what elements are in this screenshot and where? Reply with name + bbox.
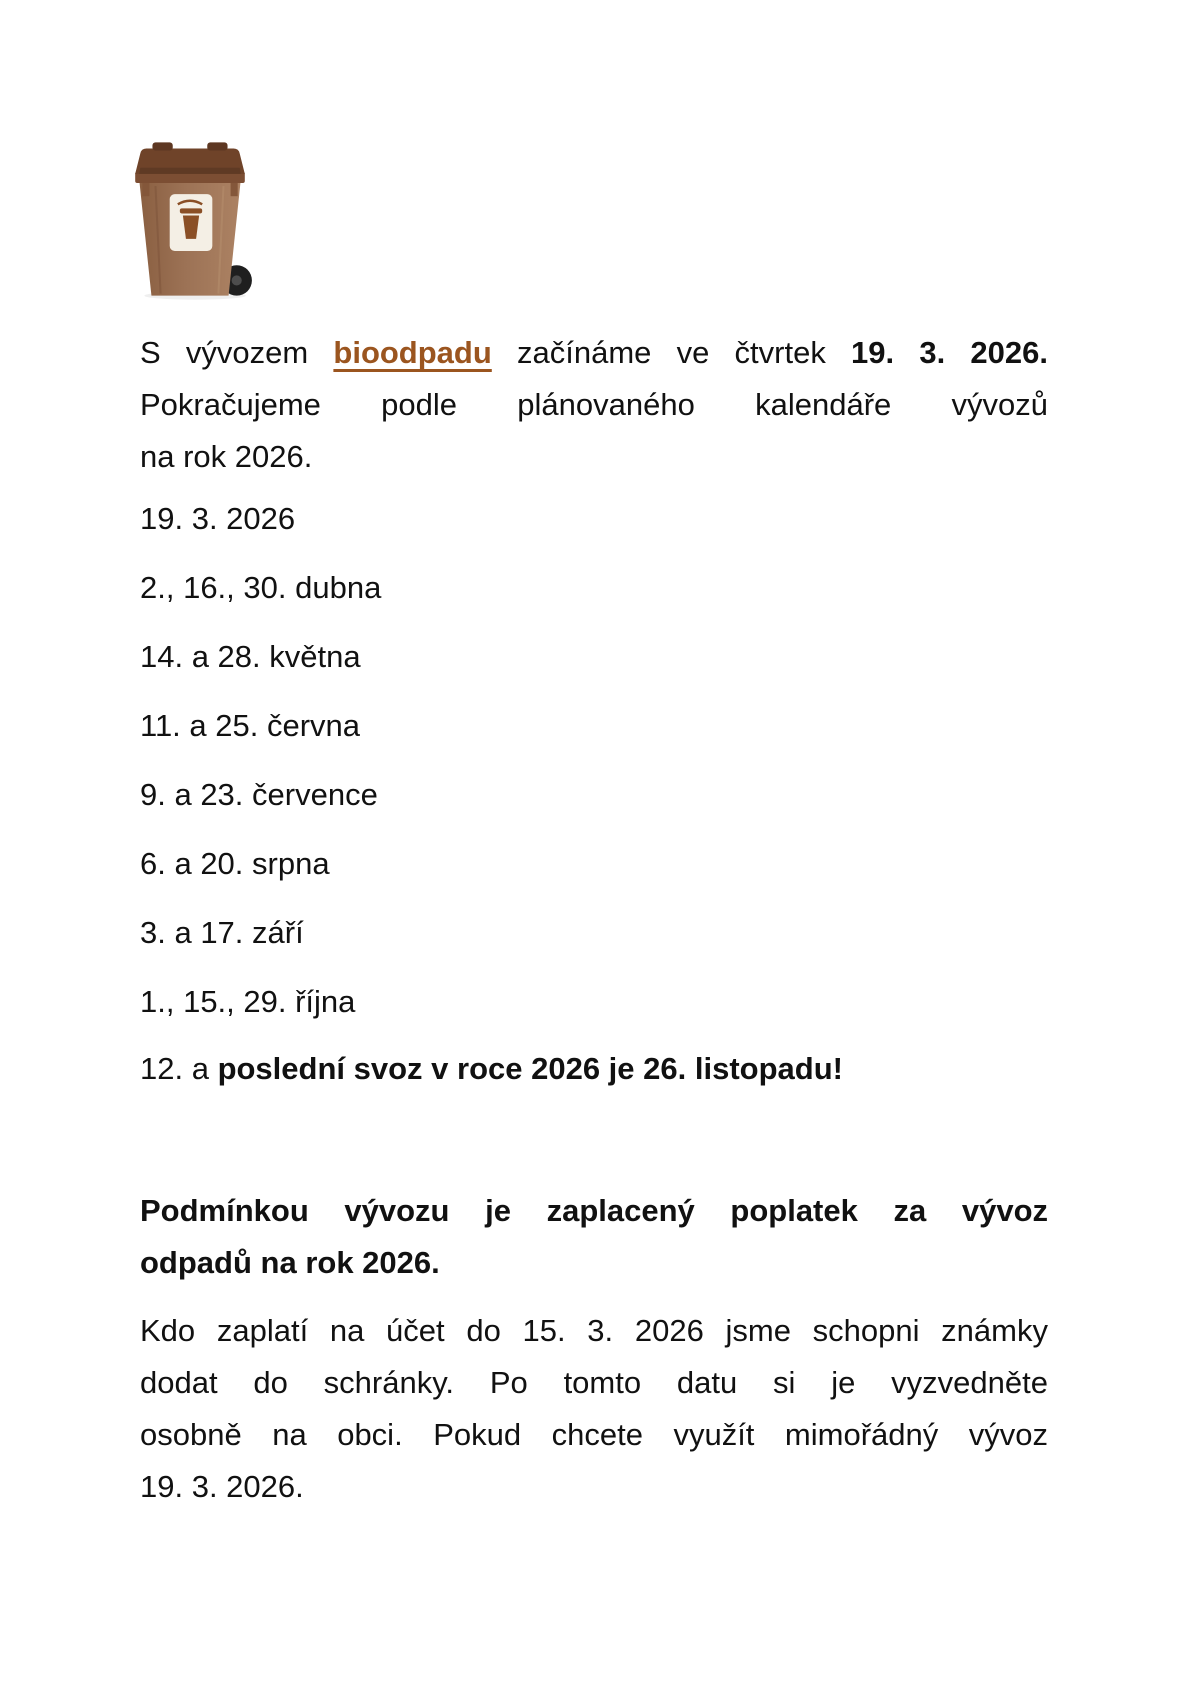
biowaste-bin-icon bbox=[122, 133, 258, 301]
date-item: 14. a 28. května bbox=[140, 639, 361, 674]
last-date-prefix: 12. a bbox=[140, 1051, 218, 1086]
intro-line-1 bbox=[140, 327, 1048, 379]
intro-start-date: 19. 3. 2026 bbox=[851, 335, 1040, 370]
date-item: 19. 3. 2026 bbox=[140, 501, 296, 536]
date-item: 9. a 23. července bbox=[140, 777, 378, 812]
intro-line-3: na rok 2026. bbox=[140, 439, 313, 474]
intro-period: . bbox=[1039, 335, 1048, 370]
intro-prefix: S vývozem bbox=[140, 335, 334, 370]
biowaste-bin-image bbox=[122, 133, 258, 301]
date-item: 1., 15., 29. října bbox=[140, 984, 356, 1019]
last-collection-notice: poslední svoz v roce 2026 je 26. listopadu! bbox=[217, 1051, 843, 1086]
date-item: 3. a 17. září bbox=[140, 915, 304, 950]
bioodpadu-link[interactable]: bioodpadu bbox=[333, 335, 492, 370]
payment-line-4: 19. 3. 2026. bbox=[140, 1469, 304, 1504]
condition-line-1: Podmínkou vývozu je zaplacený poplatek za vývoz bbox=[140, 1193, 1048, 1228]
date-item: 6. a 20. srpna bbox=[140, 846, 330, 881]
intro-line-2: Pokračujeme podle plánovaného kalendáře vývozů bbox=[140, 387, 1048, 422]
intro-middle: začínáme ve čtvrtek bbox=[491, 335, 852, 370]
date-item-last bbox=[140, 1043, 1048, 1095]
condition-line-2: odpadů na rok 2026. bbox=[140, 1245, 440, 1280]
date-item: 2., 16., 30. dubna bbox=[140, 570, 382, 605]
payment-line-3: osobně na obci. Pokud chcete využít mimořádný vývoz bbox=[140, 1417, 1048, 1452]
payment-line-1: Kdo zaplatí na účet do 15. 3. 2026 jsme schopni známky bbox=[140, 1313, 1048, 1348]
payment-line-2: dodat do schránky. Po tomto datu si je vyzvedněte bbox=[140, 1365, 1048, 1400]
date-item: 11. a 25. června bbox=[140, 708, 361, 743]
